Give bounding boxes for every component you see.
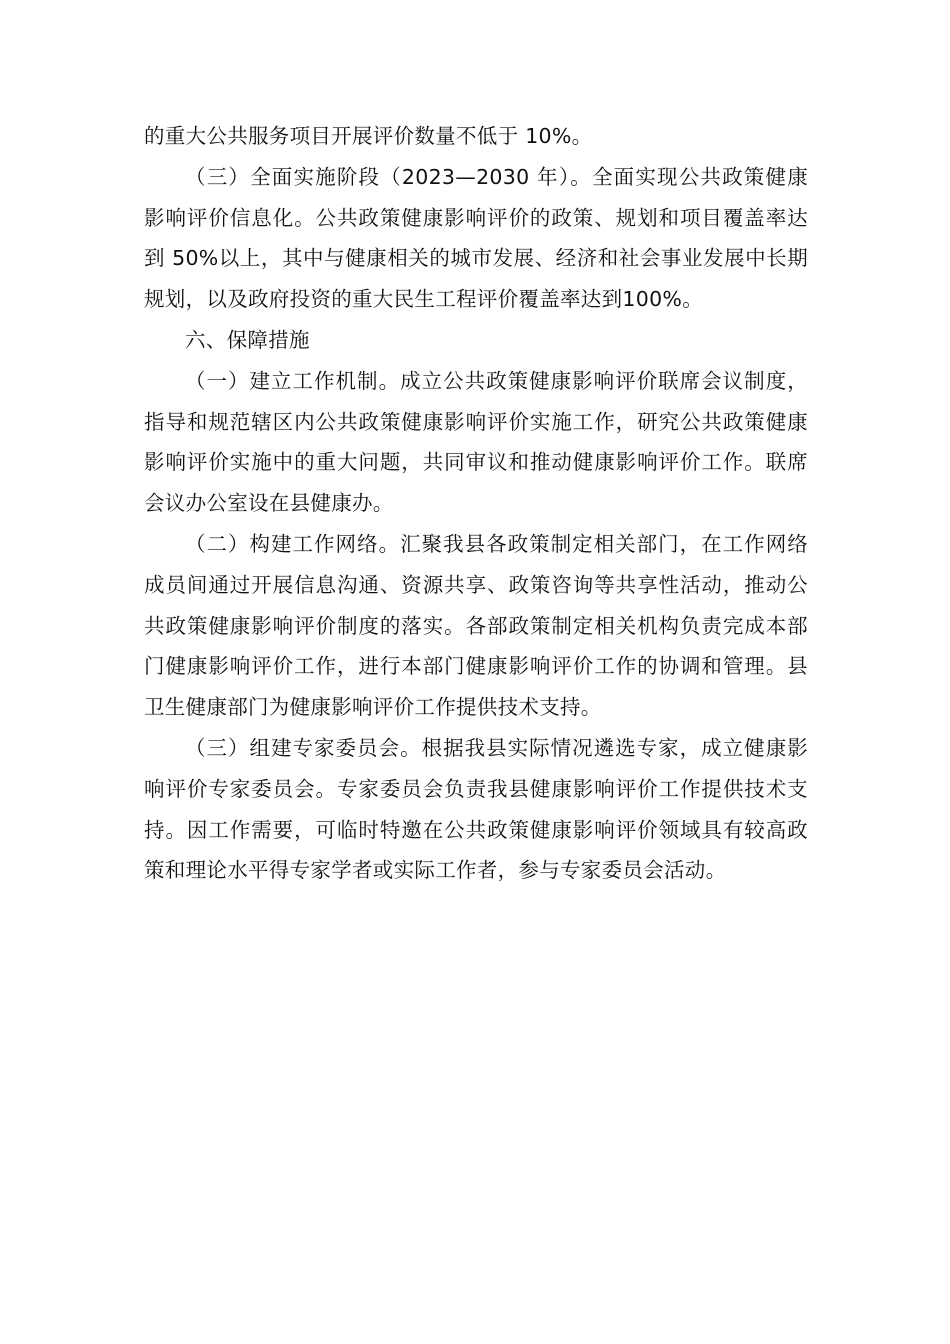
paragraph-continuation: 的重大公共服务项目开展评价数量不低于 10%。 [144,124,593,148]
document-body [144,116,808,891]
paragraph-phase-three: （三）全面实施阶段（2023—2030 年）。全面实现公共政策健康影响评价信息化。公共政策健康影响评价的政策、规划和项目覆盖率达到 50%以上，其中与健康相关的城市发展、经济和社会事业发展中长期规划，以及政府投资的重大民生工程评价覆盖率达到100%。 [144,164,808,312]
paragraph-expert-committee: （三）组建专家委员会。根据我县实际情况遴选专家，成立健康影响评价专家委员会。专家委员会负责我县健康影响评价工作提供技术支持。因工作需要，可临时特邀在公共政策健康影响评价领域具有较高政策和理论水平得专家学者或实际工作者，参与专家委员会活动。 [144,735,808,883]
section-heading-safeguards: 六、保障措施 [185,327,310,352]
paragraph-work-mechanism: （一）建立工作机制。成立公共政策健康影响评价联席会议制度，指导和规范辖区内公共政策健康影响评价实施工作，研究公共政策健康影响评价实施中的重大问题，共同审议和推动健康影响评价工作。联席会议办公室设在县健康办。 [144,368,808,516]
paragraph-work-network: （二）构建工作网络。汇聚我县各政策制定相关部门，在工作网络成员间通过开展信息沟通、资源共享、政策咨询等共享性活动，推动公共政策健康影响评价制度的落实。各部政策制定相关机构负责完成本部门健康影响评价工作，进行本部门健康影响评价工作的协调和管理。县卫生健康部门为健康影响评价工作提供技术支持。 [144,531,808,720]
